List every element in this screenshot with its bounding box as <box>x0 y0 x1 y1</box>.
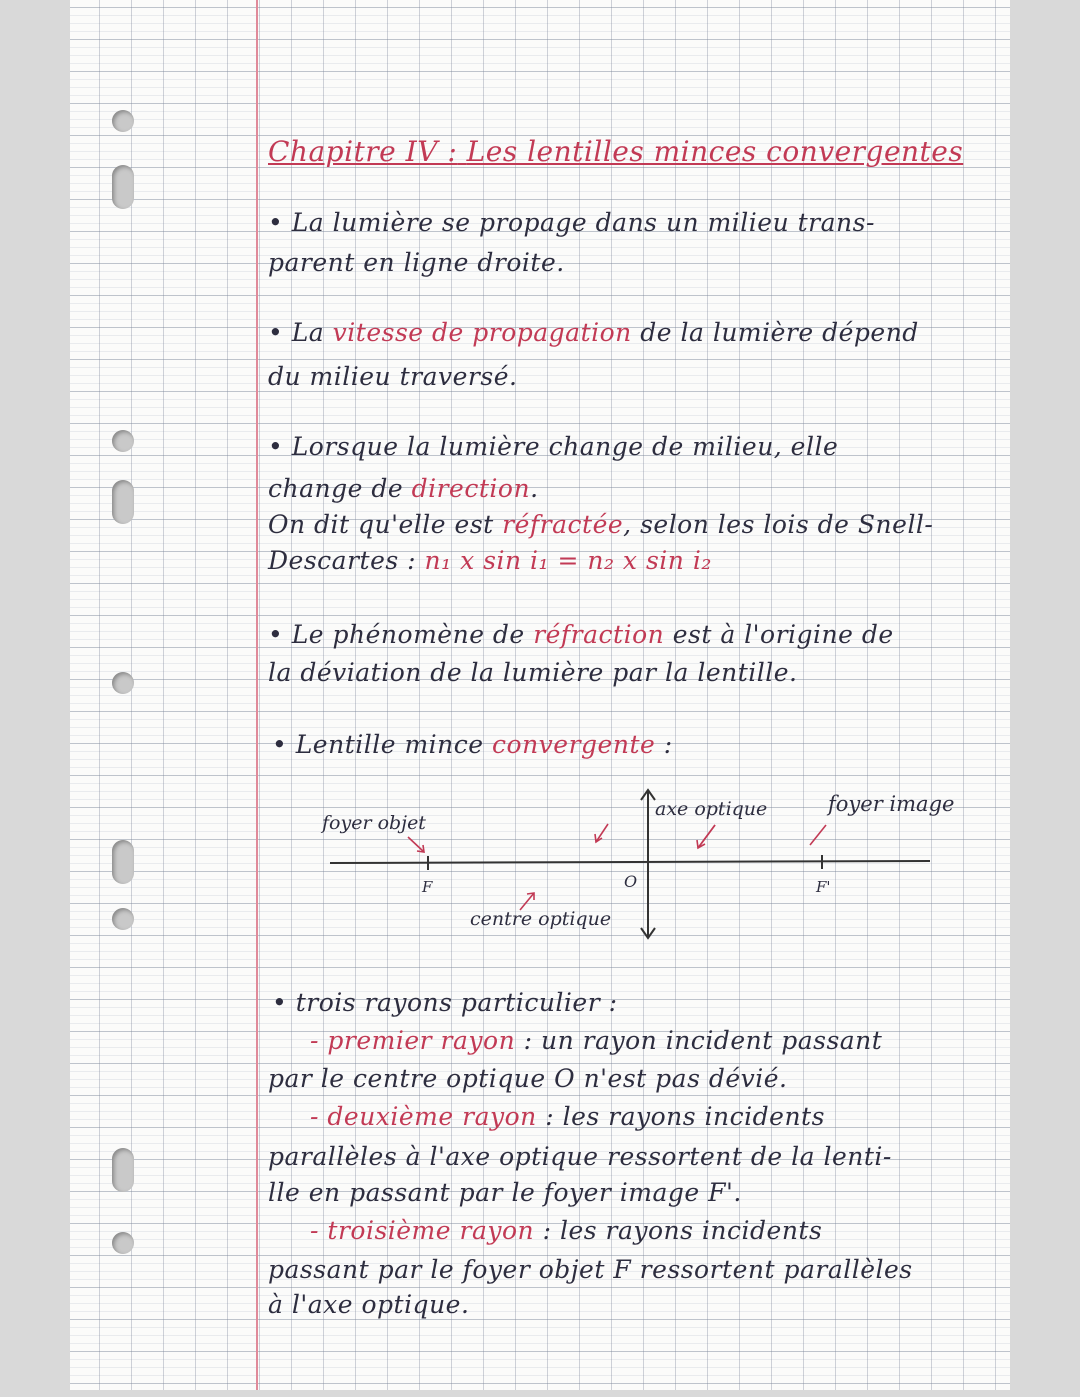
punch-hole <box>112 1148 134 1192</box>
chapter-subject: Les lentilles minces convergentes <box>466 135 964 168</box>
text: • La <box>268 318 333 347</box>
text: change de <box>268 474 412 503</box>
label-O: O <box>624 872 638 891</box>
note-line <box>268 546 712 575</box>
punch-hole <box>112 908 134 930</box>
label-foyer-image: foyer image <box>828 792 955 816</box>
text: . <box>530 474 539 503</box>
highlight: - troisième rayon <box>310 1216 535 1245</box>
label-axe-optique: axe optique <box>655 798 768 820</box>
text: • Lentille mince <box>272 730 493 759</box>
formula: n₁ x sin i₁ = n₂ x sin i₂ <box>424 546 712 575</box>
text: On dit qu'elle est <box>268 510 503 539</box>
text: , selon les lois de Snell- <box>623 510 934 539</box>
note-line: • La lumière se propage dans un milieu trans- <box>268 208 875 237</box>
arrow-foyer-image <box>810 825 826 845</box>
punch-hole <box>112 672 134 694</box>
punch-hole <box>112 430 134 452</box>
text: est à l'origine de <box>664 620 894 649</box>
highlight: convergente <box>492 730 656 759</box>
highlight: réfractée <box>502 510 624 539</box>
highlight: - deuxième rayon <box>310 1102 537 1131</box>
note-line: parent en ligne droite. <box>268 248 565 277</box>
note-line <box>310 1026 882 1055</box>
text: • Le phénomène de <box>268 620 534 649</box>
note-line: parallèles à l'axe optique ressortent de la lenti- <box>268 1142 892 1171</box>
note-line: • trois rayons particulier : <box>272 988 618 1017</box>
lens-diagram <box>300 780 1000 950</box>
punch-hole <box>112 480 134 524</box>
note-line: du milieu traversé. <box>268 362 518 391</box>
highlight: vitesse de propagation <box>332 318 632 347</box>
punch-hole <box>112 1232 134 1254</box>
text: : les rayons incidents <box>536 1102 825 1131</box>
punch-hole <box>112 110 134 132</box>
note-line <box>272 730 673 759</box>
note-line <box>310 1216 822 1245</box>
punch-hole <box>112 165 134 209</box>
text: de la lumière dépend <box>631 318 919 347</box>
text: : un rayon incident passant <box>515 1026 883 1055</box>
label-centre-optique: centre optique <box>470 908 612 930</box>
note-line: • Lorsque la lumière change de milieu, elle <box>268 432 839 461</box>
note-line <box>268 318 919 347</box>
highlight: - premier rayon <box>310 1026 516 1055</box>
label-F-prime: F' <box>816 878 831 896</box>
note-line: la déviation de la lumière par la lentille. <box>268 658 798 687</box>
highlight: réfraction <box>533 620 665 649</box>
text: : <box>655 730 673 759</box>
text: Descartes : <box>268 546 425 575</box>
note-line: par le centre optique O n'est pas dévié. <box>268 1064 788 1093</box>
punch-hole <box>112 840 134 884</box>
note-line: passant par le foyer objet F ressortent parallèles <box>268 1255 913 1284</box>
page-title <box>268 135 963 168</box>
text: : les rayons incidents <box>534 1216 823 1245</box>
note-line <box>268 474 539 503</box>
note-line <box>268 620 894 649</box>
note-line <box>310 1102 825 1131</box>
optical-axis-line <box>330 861 930 863</box>
note-line: lle en passant par le foyer image F'. <box>268 1178 742 1207</box>
chapter-number: Chapitre IV : <box>268 135 458 168</box>
arrow-axe-optique <box>596 824 608 842</box>
label-F: F <box>422 878 433 896</box>
highlight: direction <box>411 474 531 503</box>
note-line: à l'axe optique. <box>268 1290 470 1319</box>
arrow-foyer-objet <box>408 837 424 852</box>
margin-line <box>256 0 258 1390</box>
note-line <box>268 510 933 539</box>
label-foyer-objet: foyer objet <box>322 812 426 834</box>
